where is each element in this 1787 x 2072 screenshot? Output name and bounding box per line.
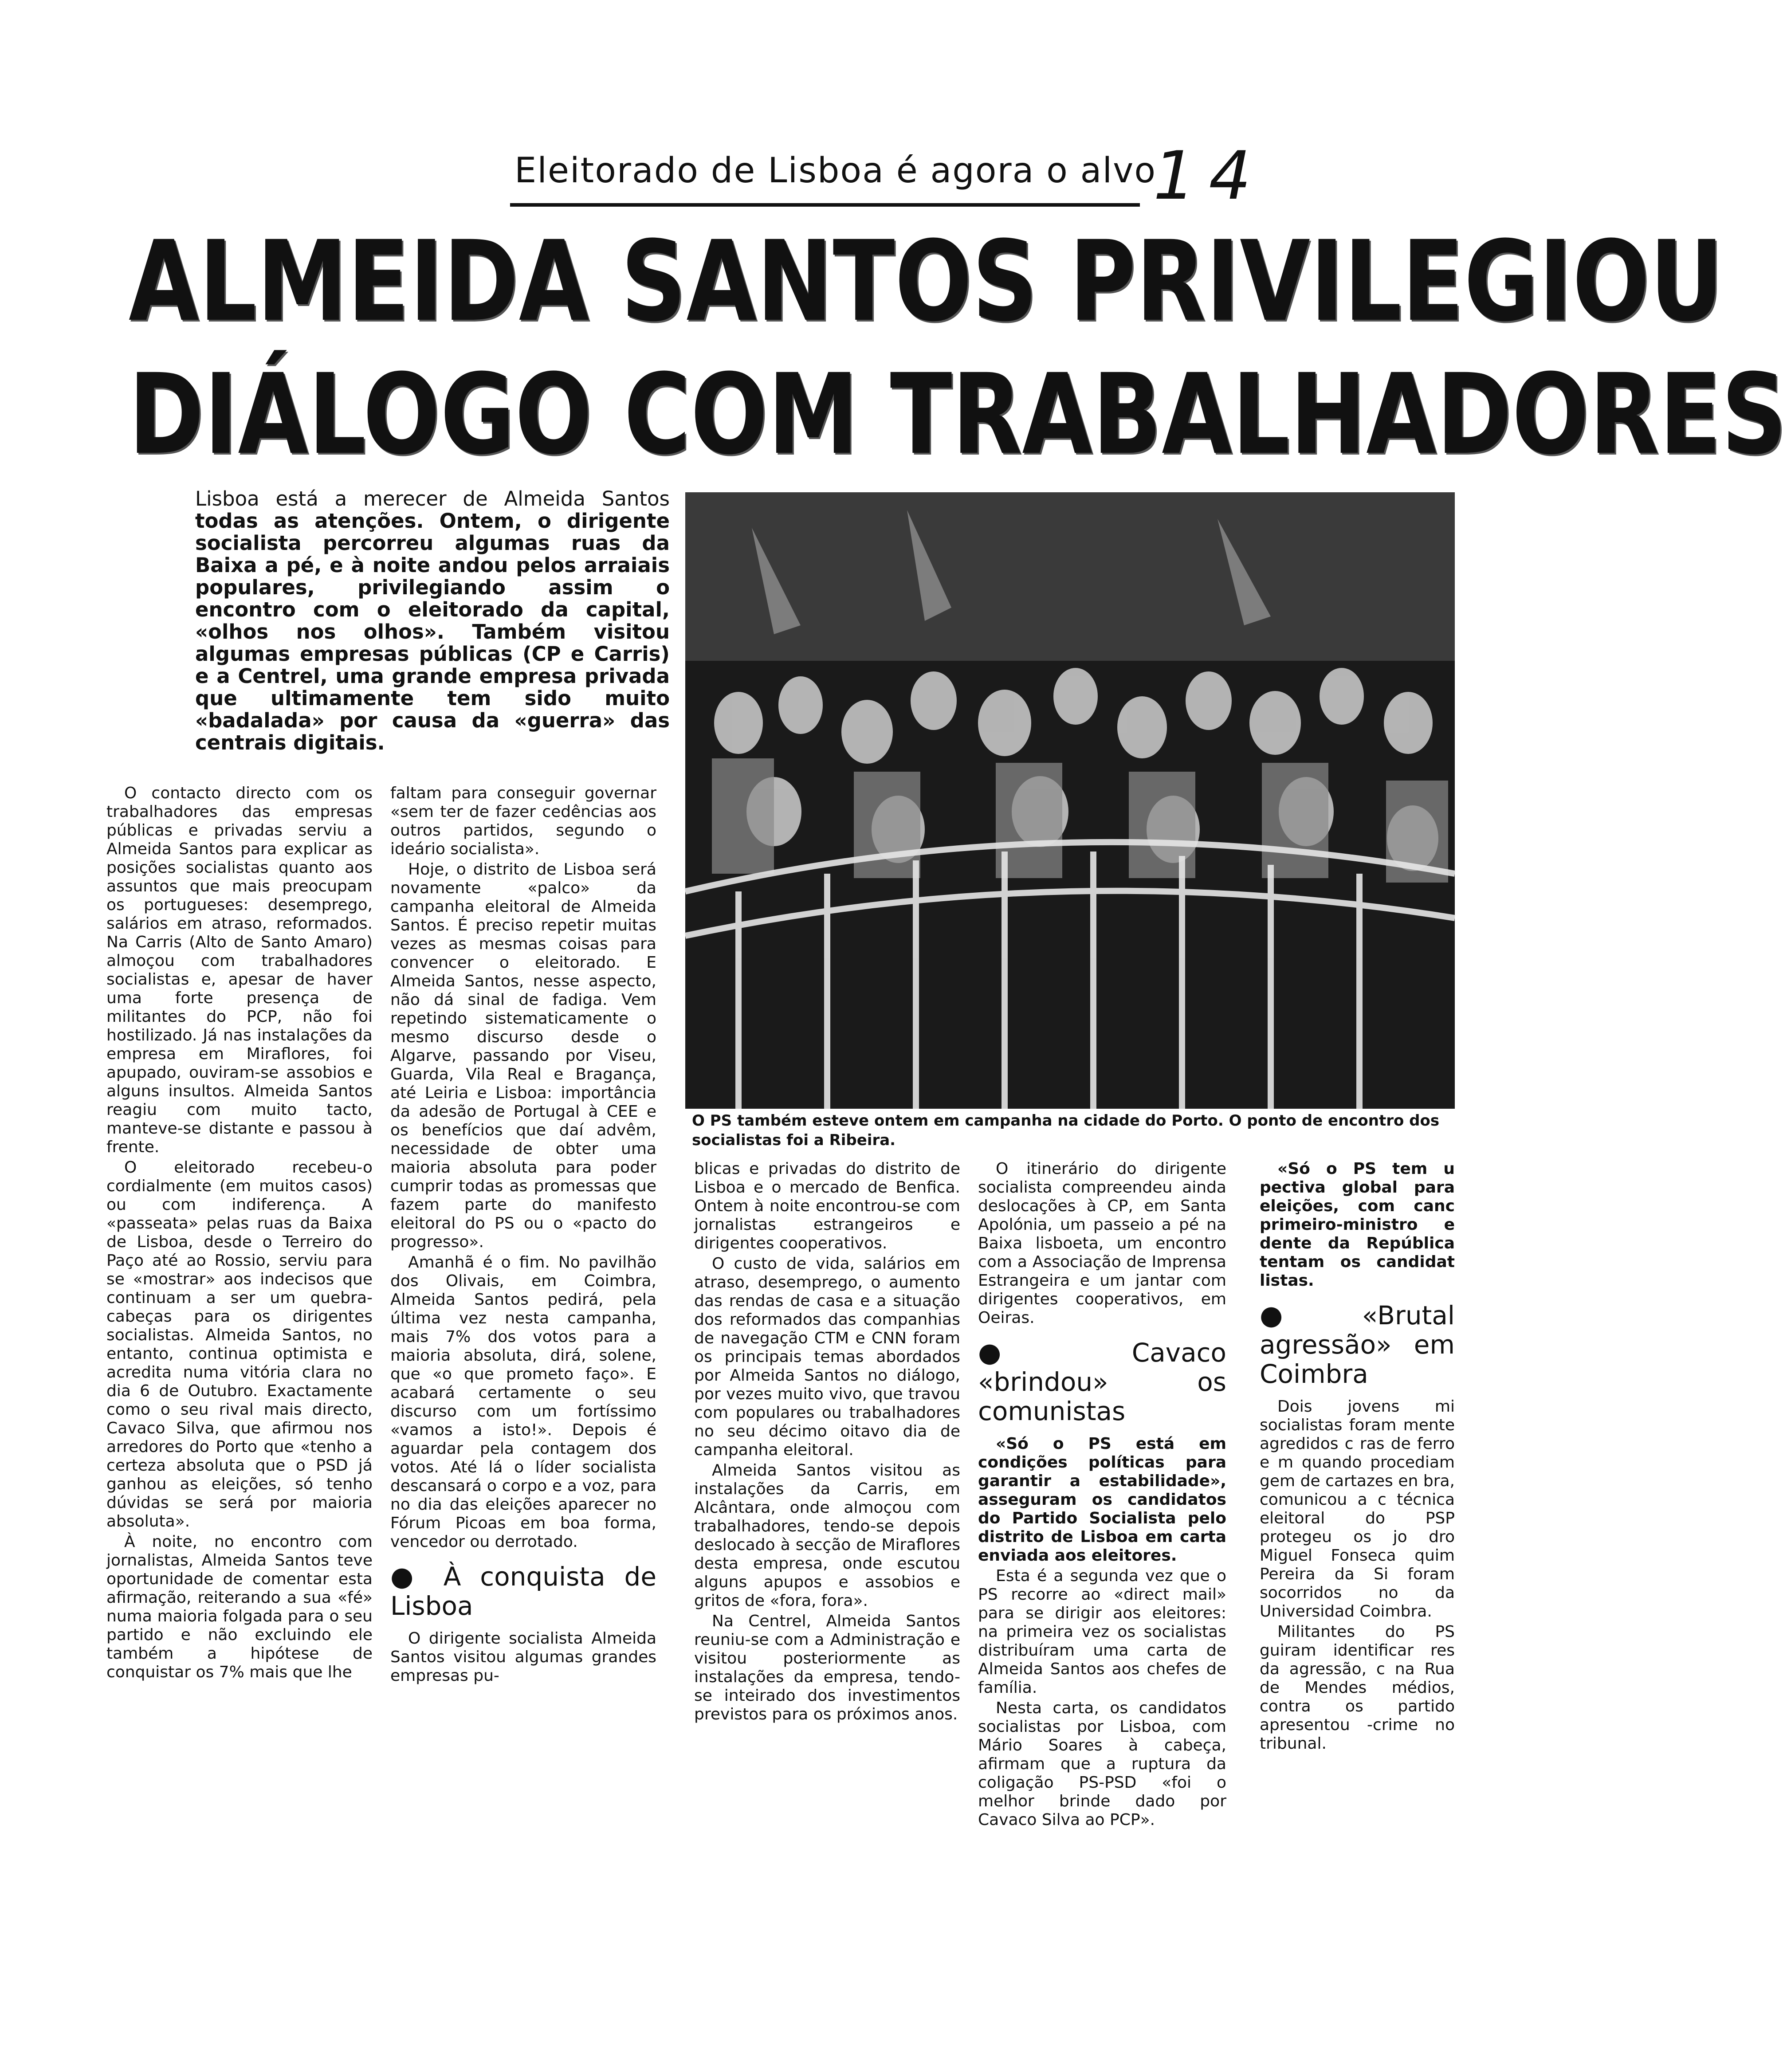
paragraph: Amanhã é o fim. No pavilhão dos Olivais, em Coimbra, Almeida Santos pedirá, pela última vez nesta campanha, mais 7% dos votos para a maioria absoluta, dirá, solene, que «o que prometo faço». E acabará certamente o seu discurso com um fortíssimo «vamos a isto!». Depois é aguardar pela contagem dos votos. Até lá o líder socialista descansará o corpo e a voz, para no dia das eleições aparecer no Fórum Picoas em boa forma, vencedor ou derrotado. [390,1253,656,1551]
paragraph: O custo de vida, salários em atraso, desemprego, o aumento das rendas de casa e a situação dos reformados das companhias de navegação CTM e CNN foram os principais temas abordados por Almeida Santos no diálogo, por vezes muito vivo, que travou com populares ou trabalhadores no seu décimo oitavo dia de campanha eleitoral. [694,1255,960,1459]
crowd-photo-image [685,492,1455,1109]
lead-rest: todas as atenções. Ontem, o dirigente socialista percorreu algumas ruas da Baixa a pé, e à noite andou pelos arraiais populares, privilegiando assim o encontro com o eleitorado da capital, «olhos nos olhos». Também visitou algumas empresas públicas (CP e Carris) e a Centrel, uma grande empresa privada que ultimamente tem sido muito «badalada» por causa da «guerra» das centrais digitais. [195,509,670,754]
bullet-icon: ● [978,1337,1063,1368]
column-1 [106,784,373,2004]
photo-caption: O PS também esteve ontem em campanha na cidade do Porto. O ponto de encontro dos socialistas foi a Ribeira. [692,1112,1440,1149]
paragraph: O eleitorado recebeu-o cordialmente (em muitos casos) ou com indiferença. A «passeata» pelas ruas da Baixa de Lisboa, desde o Terreiro do Paço até ao Rossio, serviu para se «mostrar» aos indecisos que continuam a ser um quebra-cabeças para os dirigentes socialistas. Almeida Santos, no entanto, continua optimista e acredita numa vitória clara no dia 6 de Outubro. Exactamente como o seu rival mais directo, Cavaco Silva, que afirmou nos arredores do Porto que «tenho a certeza absoluta que o PSD já ganhou as eleições, só tenho dúvidas se será por maioria absoluta». [106,1158,373,1530]
lead-paragraph [195,488,670,776]
column-5 [1260,1160,1455,1980]
paragraph: Nesta carta, os candidatos socialistas por Lisboa, com Mário Soares à cabeça, afirmam que a ruptura da coligação PS-PSD «foi o melhor brinde dado por Cavaco Silva ao PCP». [978,1699,1226,1829]
lead-first: Lisboa está a merecer de Almeida Santos [195,487,670,510]
paragraph: Hoje, o distrito de Lisboa será novamente «palco» da campanha eleitoral de Almeida Santos. É preciso repetir muitas vezes as mesmas coisas para convencer o eleitorado. E Almeida Santos, nesse aspecto, não dá sinal de fadiga. Vem repetindo sistematicamente o mesmo discurso desde o Algarve, passando por Viseu, Guarda, Vila Real e Bragança, até Leiria e Lisboa: importância da adesão de Portugal à CEE e os benefícios que daí advêm, necessidade de obter uma maioria absoluta para poder cumprir todas as promessas que fazem parte do manifesto eleitoral do PS ou o «pacto do progresso». [390,860,656,1251]
kicker: Eleitorado de Lisboa é agora o alvo [514,151,1157,191]
handwritten-page-mark: 14 [1153,137,1265,215]
subhead-text: À conquista de Lisboa [390,1562,657,1621]
headline-line-2: DIÁLOGO COM TRABALHADORES [129,350,1787,479]
paragraph: Militantes do PS guiram identificar res da agressão, c na Rua de Mendes médios, contra os partido apresentou -crime no tribunal. [1260,1623,1455,1753]
bullet-icon: ● [1260,1300,1319,1331]
paragraph: O itinerário do dirigente socialista compreendeu ainda deslocações à CP, em Santa Apolónia, um passeio a pé na Baixa lisboeta, um encontro com a Associação de Imprensa Estrangeira e um jantar com dirigentes cooperativos, em Oeiras. [978,1160,1226,1327]
subhead-conquista [390,1562,656,1621]
kicker-underline [510,203,1140,207]
paragraph: Dois jovens mi socialistas foram mente agredidos c ras de ferro e m quando procediam gem de cartazes en bra, comunicou a c técnica eleitoral do PSP protegeu os jo dro Miguel Fonseca quim Pereira da Si foram socorridos no da Universidad Coimbra. [1260,1397,1455,1621]
bullet-icon: ● [390,1561,424,1592]
paragraph: O dirigente socialista Almeida Santos visitou algumas grandes empresas pu- [390,1629,656,1685]
subhead-text: «Brutal agressão» em Coimbra [1260,1300,1455,1389]
headline-line-1: ALMEIDA SANTOS PRIVILEGIOU [129,217,1724,346]
paragraph: Na Centrel, Almeida Santos reuniu-se com a Administração e visitou posteriormente as instalações da empresa, tendo-se inteirado dos investimentos previstos para os próximos anos. [694,1612,960,1723]
subhead-agressao [1260,1301,1455,1389]
subhead-text: Cavaco «brindou» os comunistas [978,1338,1227,1426]
column-4 [978,1160,1226,1971]
subhead-cavaco [978,1338,1226,1426]
paragraph: «Só o PS está em condições políticas para garantir a estabilidade», asseguram os candidatos do Partido Socialista pelo distrito de Lisboa em carta enviada aos eleitores. [978,1435,1226,1565]
news-photo [685,492,1455,1109]
column-2 [390,784,656,1982]
column-3 [694,1160,960,1980]
paragraph: À noite, no encontro com jornalistas, Almeida Santos teve oportunidade de comentar esta afirmação, reiterando a sua «fé» numa maioria folgada para o seu partido e não excluindo ele também a hipótese de conquistar os 7% mais que lhe [106,1533,373,1681]
paragraph: Almeida Santos visitou as instalações da Carris, em Alcântara, onde almoçou com trabalhadores, tendo-se depois deslocado à secção de Miraflores desta empresa, onde escutou alguns apupos e assobios e gritos de «fora, fora». [694,1461,960,1610]
paragraph: Esta é a segunda vez que o PS recorre ao «direct mail» para se dirigir aos eleitores: na primeira vez os socialistas distribuíram uma carta de Almeida Santos aos chefes de família. [978,1567,1226,1697]
paragraph: «Só o PS tem u pectiva global para eleições, com canc primeiro-ministro e dente da República tentam os candidat listas. [1260,1160,1455,1290]
paragraph: faltam para conseguir governar «sem ter de fazer cedências aos outros partidos, segundo o ideário socialista». [390,784,656,858]
paragraph: blicas e privadas do distrito de Lisboa e o mercado de Benfica. Ontem à noite encontrou-se com jornalistas estrangeiros e dirigentes cooperativos. [694,1160,960,1252]
paragraph: O contacto directo com os trabalhadores das empresas públicas e privadas serviu a Almeida Santos para explicar as posições socialistas quanto aos assuntos que mais preocupam os portugueses: desemprego, salários em atraso, reformados. Na Carris (Alto de Santo Amaro) almoçou com trabalhadores socialistas e, apesar de haver uma forte presença de militantes do PCP, não foi hostilizado. Já nas instalações da empresa em Miraflores, foi apupado, ouviram-se assobios e alguns insultos. Almeida Santos reagiu com muito tacto, manteve-se distante e passou à frente. [106,784,373,1156]
